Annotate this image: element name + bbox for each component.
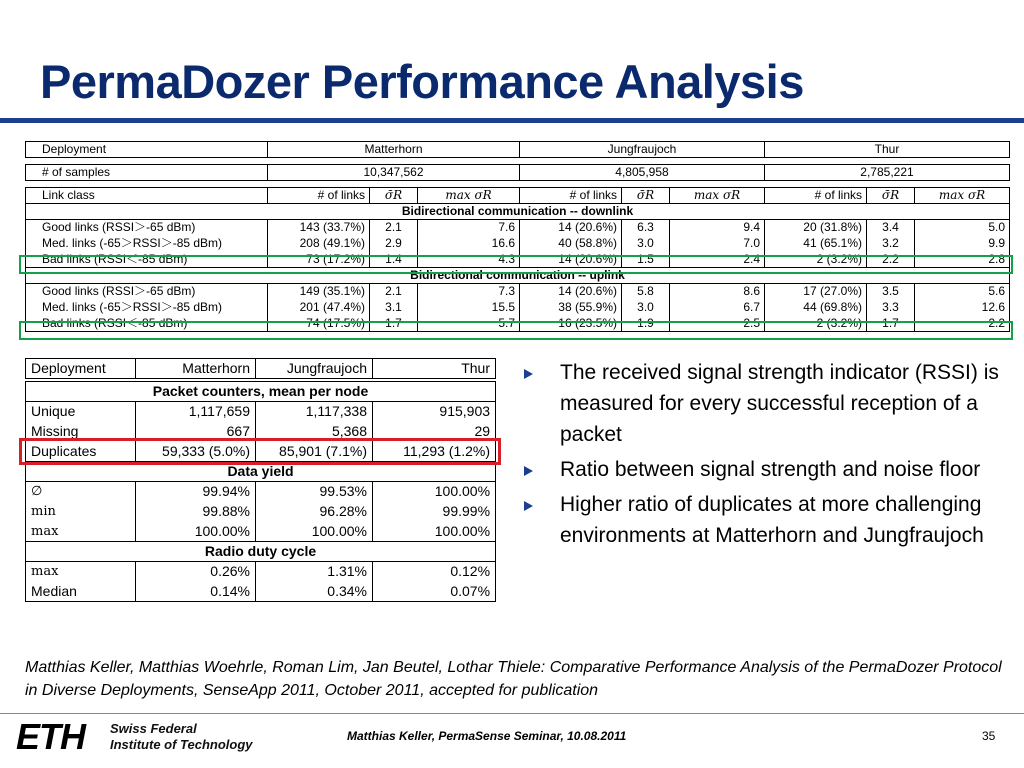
- row-label: Missing: [26, 422, 136, 442]
- cell: 3.4: [867, 220, 915, 236]
- list-item: [524, 357, 1004, 450]
- link-class-label: Link class: [26, 188, 268, 204]
- page-number: 35: [982, 729, 996, 743]
- row-label: Unique: [26, 402, 136, 422]
- packet-header-table: [25, 358, 496, 379]
- cell: 15.5: [418, 300, 520, 316]
- cell: 7.0: [670, 236, 765, 252]
- cell: 915,903: [373, 402, 496, 422]
- arrow-bullet-icon: [524, 369, 533, 379]
- deployment-jungfraujoch: Jungfraujoch: [520, 142, 765, 158]
- table-row: [26, 236, 1010, 252]
- cell: 1.31%: [256, 562, 373, 582]
- cell: 1,117,659: [136, 402, 256, 422]
- samples-jungfraujoch: 4,805,958: [520, 165, 765, 181]
- cell: 8.6: [670, 284, 765, 300]
- col-max-sigma: max σR: [670, 188, 765, 204]
- col-sigma: σ̄R: [867, 188, 915, 204]
- cell: 0.07%: [373, 582, 496, 602]
- cell: 2.2: [915, 316, 1010, 332]
- table-row: [26, 284, 1010, 300]
- cell: 1.4: [370, 252, 418, 268]
- institution-name: [110, 721, 253, 753]
- cell: 5.7: [418, 316, 520, 332]
- deployment-header-table: [25, 141, 1010, 158]
- section-packet-counters: Packet counters, mean per node: [26, 382, 496, 402]
- col-links: # of links: [520, 188, 622, 204]
- samples-table: [25, 164, 1010, 181]
- col-sigma: σ̄R: [370, 188, 418, 204]
- table-row: [26, 522, 496, 542]
- cell: 3.3: [867, 300, 915, 316]
- cell: 143 (33.7%): [268, 220, 370, 236]
- cell: 1,117,338: [256, 402, 373, 422]
- table-row: [26, 402, 496, 422]
- cell: 99.99%: [373, 502, 496, 522]
- table-row: [26, 482, 496, 502]
- cell: 73 (17.2%): [268, 252, 370, 268]
- deployment-thur: Thur: [765, 142, 1010, 158]
- col-max-sigma: max σR: [915, 188, 1010, 204]
- highlight-duplicates: [19, 438, 501, 465]
- cell: 85,901 (7.1%): [256, 442, 373, 462]
- col-links: # of links: [765, 188, 867, 204]
- table-row: [26, 300, 1010, 316]
- highlight-bad-downlink: [19, 255, 1013, 274]
- cell: 2.1: [370, 284, 418, 300]
- cell: 5.6: [915, 284, 1010, 300]
- cell: 1.9: [622, 316, 670, 332]
- cell: 2.2: [867, 252, 915, 268]
- col-max-sigma: max σR: [418, 188, 520, 204]
- institution-line2: Institute of Technology: [110, 737, 253, 752]
- header-deployment: Deployment: [26, 359, 136, 379]
- cell: 0.26%: [136, 562, 256, 582]
- footer-text: Matthias Keller, PermaSense Seminar, 10.08.2011: [347, 729, 627, 743]
- cell: 6.7: [670, 300, 765, 316]
- deployment-matterhorn: Matterhorn: [268, 142, 520, 158]
- cell: 59,333 (5.0%): [136, 442, 256, 462]
- cell: 667: [136, 422, 256, 442]
- cell: 2.8: [915, 252, 1010, 268]
- list-item: [524, 454, 1004, 485]
- cell: 14 (20.6%): [520, 252, 622, 268]
- row-label: Median: [26, 582, 136, 602]
- cell: 17 (27.0%): [765, 284, 867, 300]
- cell: 3.5: [867, 284, 915, 300]
- table-row: [26, 220, 1010, 236]
- cell: 14 (20.6%): [520, 284, 622, 300]
- row-label: Good links (RSSI＞-65 dBm): [26, 220, 268, 236]
- cell: 0.12%: [373, 562, 496, 582]
- header-jungfraujoch: Jungfraujoch: [256, 359, 373, 379]
- section-downlink: Bidirectional communication -- downlink: [26, 204, 1010, 220]
- section-uplink: Bidirectional communication -- uplink: [26, 268, 1010, 284]
- cell: 5.8: [622, 284, 670, 300]
- cell: 5,368: [256, 422, 373, 442]
- cell: 29: [373, 422, 496, 442]
- cell: 2.1: [370, 220, 418, 236]
- cell: 100.00%: [373, 522, 496, 542]
- table-row: [26, 582, 496, 602]
- cell: 2 (3.2%): [765, 316, 867, 332]
- cell: 96.28%: [256, 502, 373, 522]
- cell: 201 (47.4%): [268, 300, 370, 316]
- cell: 99.94%: [136, 482, 256, 502]
- cell: 11,293 (1.2%): [373, 442, 496, 462]
- cell: 12.6: [915, 300, 1010, 316]
- cell: 0.34%: [256, 582, 373, 602]
- cell: 41 (65.1%): [765, 236, 867, 252]
- deployment-label: Deployment: [26, 142, 268, 158]
- cell: 74 (17.5%): [268, 316, 370, 332]
- cell: 3.0: [622, 236, 670, 252]
- packet-stats-table: [25, 381, 496, 602]
- cell: 5.0: [915, 220, 1010, 236]
- cell: 3.0: [622, 300, 670, 316]
- footer-divider: [0, 713, 1024, 714]
- row-label: Med. links (-65＞RSSI＞-85 dBm): [26, 236, 268, 252]
- cell: 6.3: [622, 220, 670, 236]
- list-item: [524, 489, 1004, 551]
- row-label: Med. links (-65＞RSSI＞-85 dBm): [26, 300, 268, 316]
- cell: 100.00%: [136, 522, 256, 542]
- cell: 2 (3.2%): [765, 252, 867, 268]
- cell: 3.1: [370, 300, 418, 316]
- col-sigma: σ̄R: [622, 188, 670, 204]
- row-label: Bad links (RSSI＜-85 dBm): [26, 316, 268, 332]
- samples-matterhorn: 10,347,562: [268, 165, 520, 181]
- cell: 208 (49.1%): [268, 236, 370, 252]
- title-divider: [0, 118, 1024, 123]
- section-radio-duty: Radio duty cycle: [26, 542, 496, 562]
- institution-line1: Swiss Federal: [110, 721, 197, 736]
- samples-thur: 2,785,221: [765, 165, 1010, 181]
- samples-label: # of samples: [26, 165, 268, 181]
- row-label: max: [26, 522, 136, 542]
- header-matterhorn: Matterhorn: [136, 359, 256, 379]
- bullet-text: The received signal strength indicator (RSSI) is measured for every successful reception of a packet: [560, 361, 999, 446]
- cell: 100.00%: [373, 482, 496, 502]
- cell: 3.2: [867, 236, 915, 252]
- cell: 0.14%: [136, 582, 256, 602]
- cell: 99.53%: [256, 482, 373, 502]
- cell: 7.3: [418, 284, 520, 300]
- arrow-bullet-icon: [524, 501, 533, 511]
- cell: 149 (35.1%): [268, 284, 370, 300]
- row-label: ∅: [26, 482, 136, 502]
- col-links: # of links: [268, 188, 370, 204]
- svg-text:ETH: ETH: [16, 720, 85, 752]
- cell: 9.9: [915, 236, 1010, 252]
- section-data-yield: Data yield: [26, 462, 496, 482]
- cell: 44 (69.8%): [765, 300, 867, 316]
- citation: Matthias Keller, Matthias Woehrle, Roman Lim, Jan Beutel, Lothar Thiele: Comparative Performance Analysis of the PermaDozer Protocol in Diverse Deployments, SenseApp 2011, October 2011, accepted for publication: [25, 659, 1002, 699]
- row-label: Bad links (RSSI＜-85 dBm): [26, 252, 268, 268]
- slide-title: PermaDozer Performance Analysis: [40, 55, 804, 108]
- cell: 4.3: [418, 252, 520, 268]
- bullet-text: Higher ratio of duplicates at more challenging environments at Matterhorn and Jungfraujoch: [560, 493, 984, 547]
- row-label: min: [26, 502, 136, 522]
- row-label: Duplicates: [26, 442, 136, 462]
- cell: 7.6: [418, 220, 520, 236]
- row-label: Good links (RSSI＞-65 dBm): [26, 284, 268, 300]
- cell: 1.7: [370, 316, 418, 332]
- arrow-bullet-icon: [524, 466, 533, 476]
- cell: 2.4: [670, 252, 765, 268]
- highlight-bad-uplink: [19, 321, 1013, 340]
- cell: 100.00%: [256, 522, 373, 542]
- bullet-list: [524, 357, 1004, 555]
- bullet-text: Ratio between signal strength and noise floor: [560, 458, 981, 481]
- cell: 2.9: [370, 236, 418, 252]
- row-label: max: [26, 562, 136, 582]
- header-thur: Thur: [373, 359, 496, 379]
- cell: 40 (58.8%): [520, 236, 622, 252]
- table-row: [26, 502, 496, 522]
- cell: 16 (23.5%): [520, 316, 622, 332]
- cell: 9.4: [670, 220, 765, 236]
- eth-logo-icon: [16, 720, 104, 752]
- cell: 16.6: [418, 236, 520, 252]
- cell: 1.7: [867, 316, 915, 332]
- cell: 14 (20.6%): [520, 220, 622, 236]
- cell: 2.5: [670, 316, 765, 332]
- cell: 20 (31.8%): [765, 220, 867, 236]
- cell: 99.88%: [136, 502, 256, 522]
- table-row: [26, 562, 496, 582]
- cell: 38 (55.9%): [520, 300, 622, 316]
- cell: 1.5: [622, 252, 670, 268]
